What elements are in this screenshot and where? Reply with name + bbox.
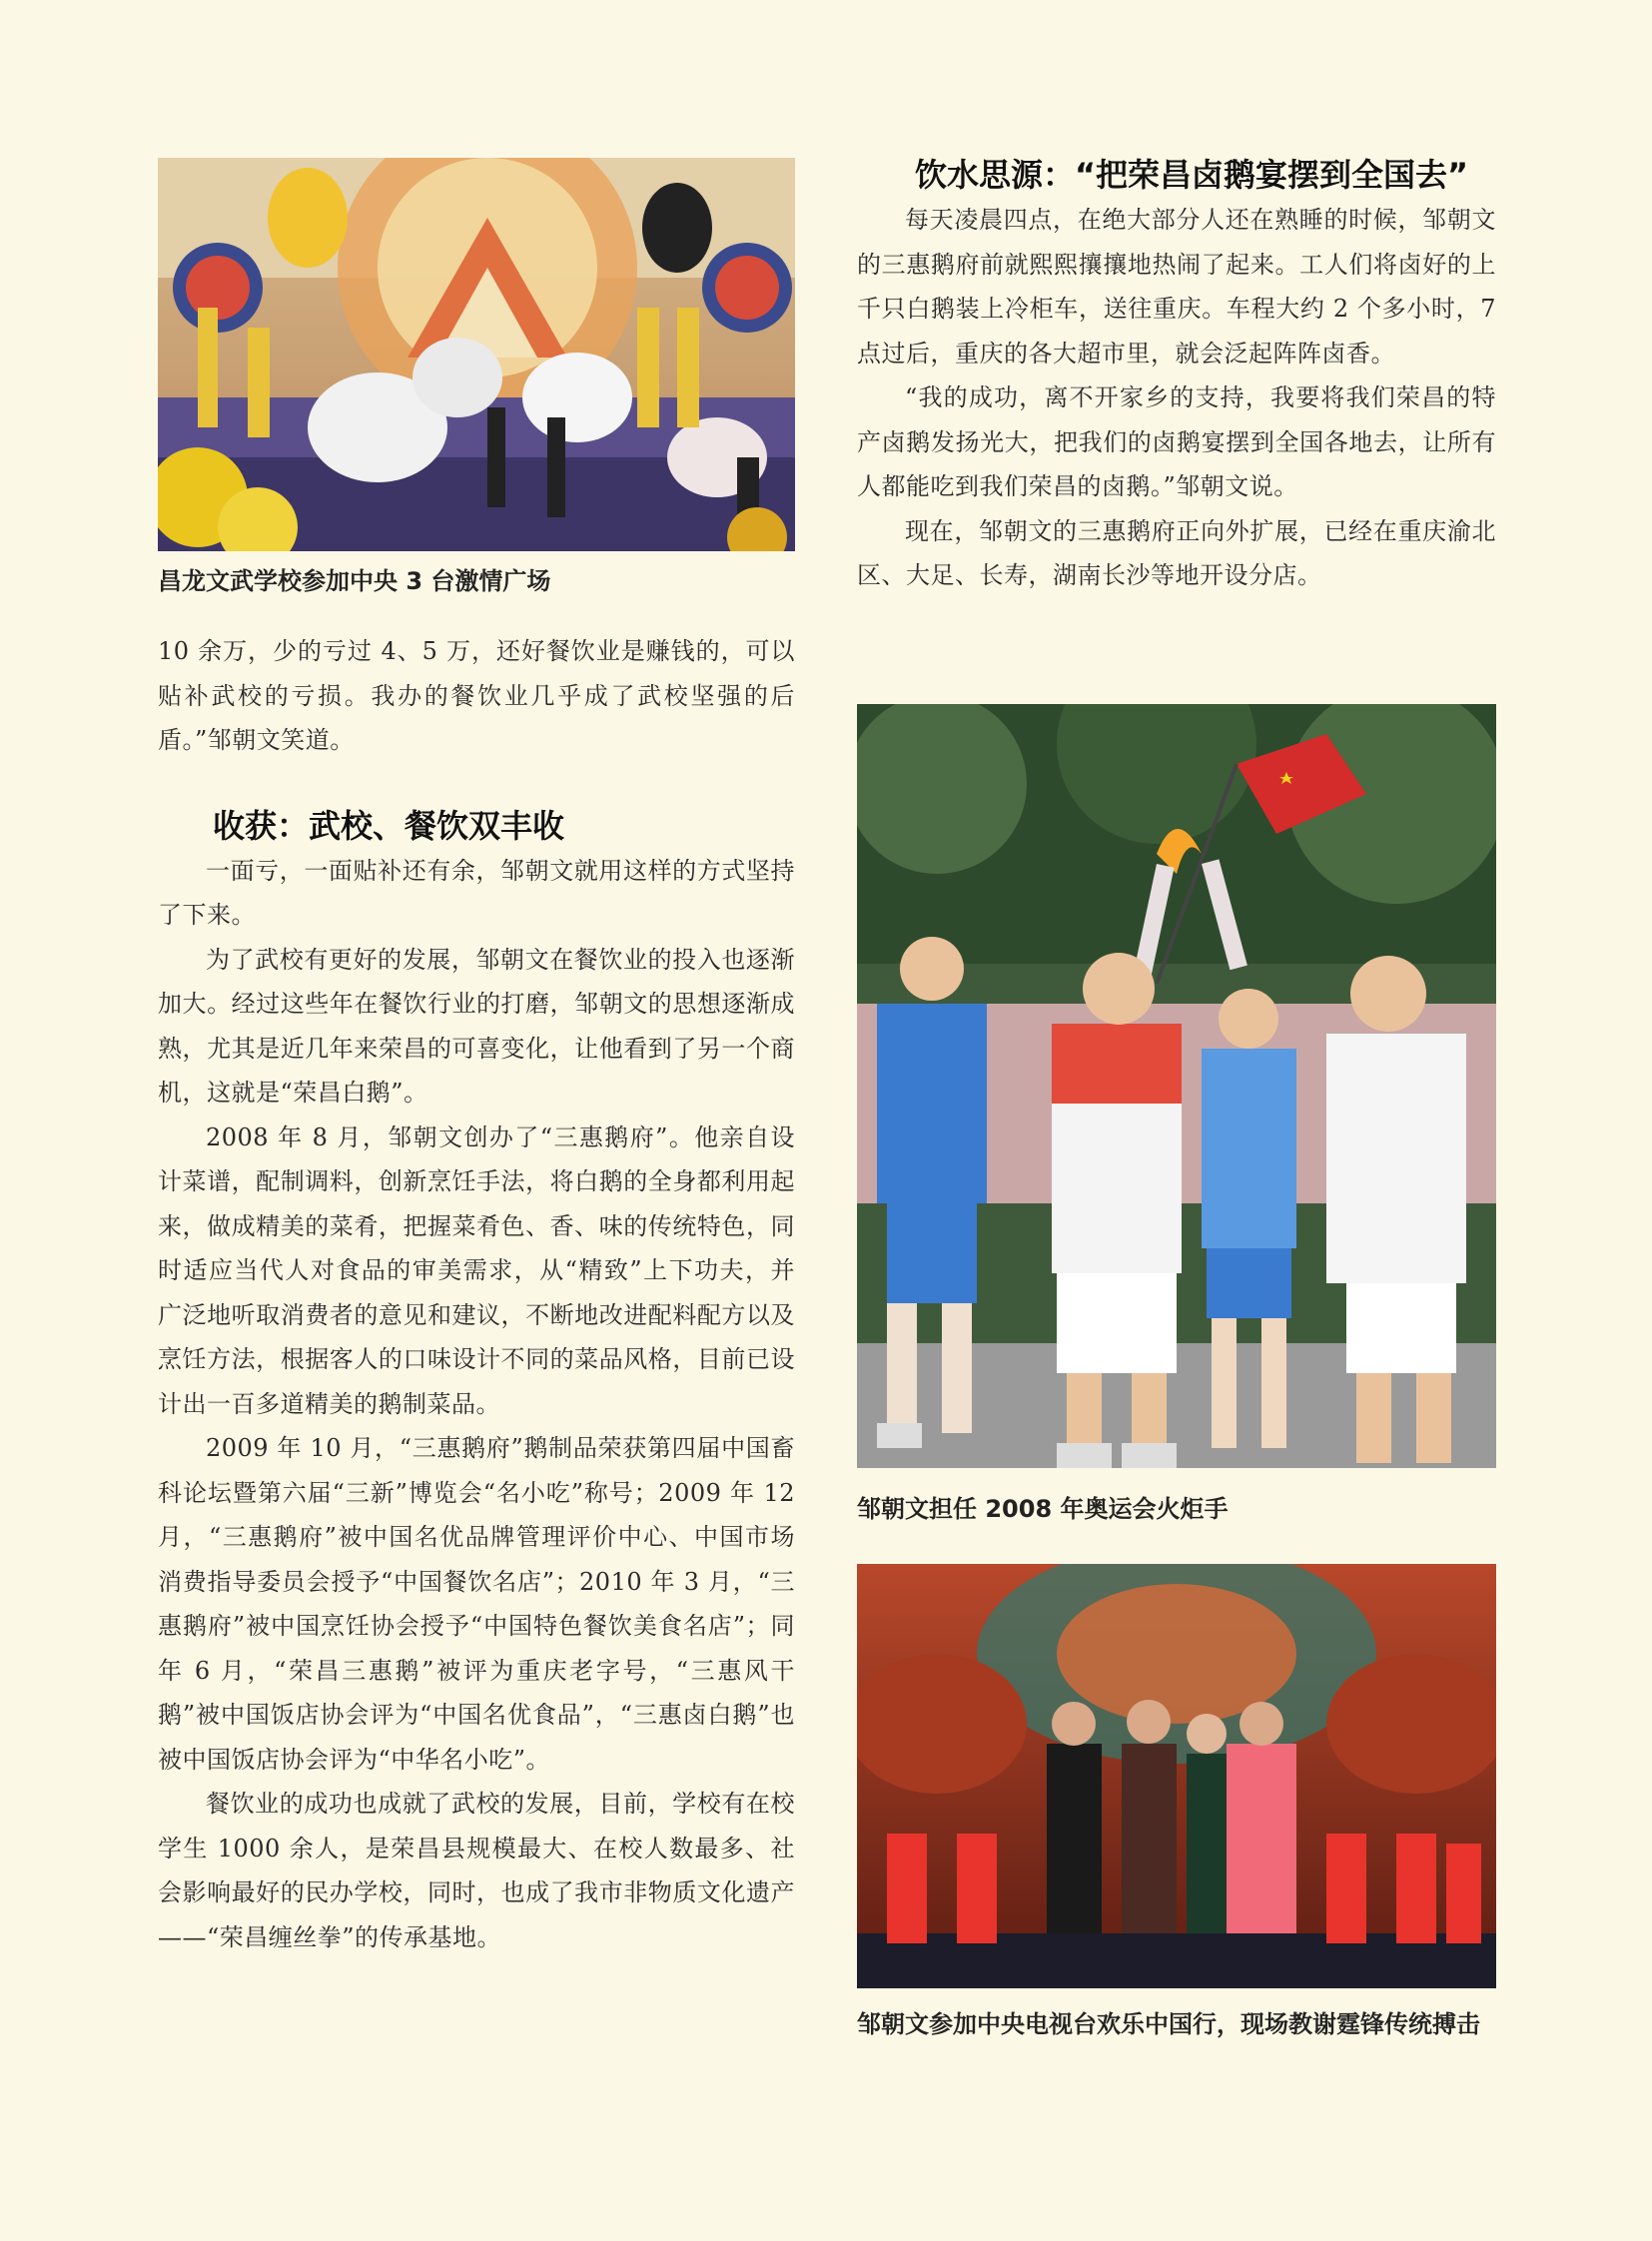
right-paragraph-2: “我的成功，离不开家乡的支持，我要将我们荣昌的特产卤鹅发扬光大，把我们的卤鹅宴摆到全国各地去，让所有人都能吃到我们荣昌的卤鹅。”邹朝文说。 <box>857 383 1496 500</box>
torch-relay-caption: 邹朝文担任 2008 年奥运会火炬手 <box>857 1495 1229 1523</box>
right-section-heading: 饮水思源：“把荣昌卤鹅宴摆到全国去” <box>915 156 1469 194</box>
lion-dance-photo <box>158 158 795 551</box>
torch-relay-photo <box>857 704 1496 1468</box>
left-column <box>158 629 795 1959</box>
left-paragraph-2: 为了武校有更好的发展，邹朝文在餐饮业的投入也逐渐加大。经过这些年在餐饮行业的打磨，邹朝文的思想逐渐成熟，尤其是近几年来荣昌的可喜变化，让他看到了另一个商机，这就是“荣昌白鹅”。 <box>158 945 795 1107</box>
lion-dance-caption: 昌龙文武学校参加中央 3 台激情广场 <box>158 567 551 595</box>
right-column <box>857 152 1496 598</box>
left-section-heading: 收获：武校、餐饮双丰收 <box>213 806 565 845</box>
right-paragraph-3: 现在，邹朝文的三惠鹅府正向外扩展，已经在重庆渝北区、大足、长寿，湖南长沙等地开设分店。 <box>857 516 1496 589</box>
left-paragraph-3: 2008 年 8 月，邹朝文创办了“三惠鹅府”。他亲自设计菜谱，配制调料，创新烹饪手法，将白鹅的全身都利用起来，做成精美的菜肴，把握菜肴色、香、味的传统特色，同时适应当代人对食品的审美需求，从“精致”上下功夫，并广泛地听取消费者的意见和建议，不断地改进配料配方以及烹饪方法，根据客人的口味设计不同的菜品风格，目前已设计出一百多道精美的鹅制菜品。 <box>158 1122 795 1418</box>
cctv-stage-photo <box>857 1564 1496 1988</box>
left-continuation: 10 余万，少的亏过 4、5 万，还好餐饮业是赚钱的，可以贴补武校的亏损。我办的餐饮业几乎成了武校坚强的后盾。”邹朝文笑道。 <box>158 637 795 754</box>
left-paragraph-5: 餐饮业的成功也成就了武校的发展，目前，学校有在校学生 1000 余人，是荣昌县规模最大、在校人数最多、社会影响最好的民办学校，同时，也成了我市非物质文化遗产——“荣昌缠丝拳”的传承基地。 <box>158 1790 795 1951</box>
cctv-stage-caption: 邹朝文参加中央电视台欢乐中国行，现场教谢霆锋传统搏击 <box>857 2010 1480 2038</box>
left-paragraph-4: 2009 年 10 月，“三惠鹅府”鹅制品荣获第四届中国畜科论坛暨第六届“三新”博览会“名小吃”称号；2009 年 12 月，“三惠鹅府”被中国名优品牌管理评价中心、中国市场消费指导委员会授予“中国餐饮名店”；2010 年 3 月，“三惠鹅府”被中国烹饪协会授予“中国特色餐饮美食名店”；同年 6 月，“荣昌三惠鹅”被评为重庆老字号，“三惠风干鹅”被中国饭店协会评为“中国名优食品”，“三惠卤白鹅”也被中国饭店协会评为“中华名小吃”。 <box>158 1434 795 1774</box>
left-paragraph-1: 一面亏，一面贴补还有余，邹朝文就用这样的方式坚持了下来。 <box>158 856 795 929</box>
right-paragraph-1: 每天凌晨四点，在绝大部分人还在熟睡的时候，邹朝文的三惠鹅府前就熙熙攘攘地热闹了起来。工人们将卤好的上千只白鹅装上冷柜车，送往重庆。车程大约 2 个多小时，7 点过后，重庆的各大超市里，就会泛起阵阵卤香。 <box>857 206 1496 368</box>
